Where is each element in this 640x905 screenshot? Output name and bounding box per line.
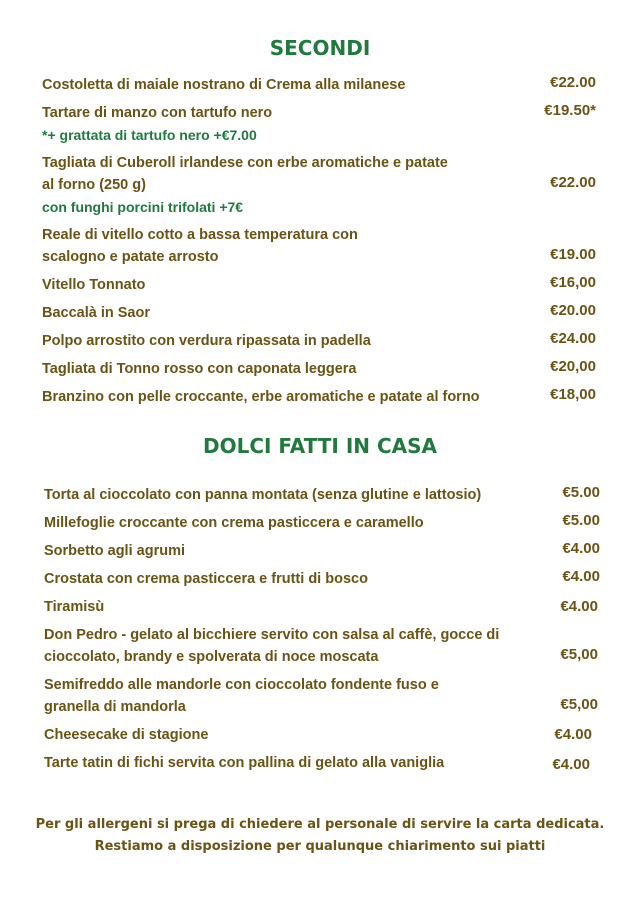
item-name-cont: granella di mandorla <box>44 699 186 715</box>
item-name: Tarte tatin di fichi servita con pallina di gelato alla vaniglia <box>44 755 445 771</box>
menu-item <box>42 102 272 146</box>
item-name: Reale di vitello cotto a bassa temperatura con <box>42 227 358 243</box>
item-name-cont: scalogno e patate arrosto <box>42 249 219 265</box>
item-price: €5.00 <box>562 484 600 501</box>
item-price: €4.00 <box>562 568 600 585</box>
item-price: €19.50* <box>544 102 596 119</box>
menu-item <box>44 674 439 718</box>
menu-item <box>42 330 371 352</box>
item-price: €4.00 <box>562 540 600 557</box>
footer-line-2: Restiamo a disposizione per qualunque chiarimento sui piatti <box>94 839 546 854</box>
item-name: Semifreddo alle mandorle con cioccolato fondente fuso e <box>44 677 439 693</box>
item-name: Costoletta di maiale nostrano di Crema alla milanese <box>42 77 406 93</box>
item-name-cont: al forno (250 g) <box>42 177 146 193</box>
item-price: €20,00 <box>550 358 596 375</box>
item-name: Torta al cioccolato con panna montata (senza glutine e lattosio) <box>44 487 482 503</box>
item-price: €18,00 <box>550 386 596 403</box>
menu-item <box>42 302 150 324</box>
item-name-cont: cioccolato, brandy e spolverata di noce moscata <box>44 649 379 665</box>
item-name: Baccalà in Saor <box>42 305 150 321</box>
menu-item <box>42 386 480 408</box>
menu-item <box>44 568 368 590</box>
item-price: €4.00 <box>552 756 590 773</box>
item-price: €4.00 <box>560 598 598 615</box>
menu-item <box>42 74 405 96</box>
allergen-notice <box>0 814 640 858</box>
item-note: con funghi porcini trifolati +7€ <box>42 199 244 215</box>
item-price: €4.00 <box>554 726 592 743</box>
item-name: Don Pedro - gelato al bicchiere servito con salsa al caffè, gocce di <box>44 627 500 643</box>
item-name: Tagliata di Cuberoll irlandese con erbe aromatiche e patate <box>42 155 448 171</box>
item-name: Tiramisù <box>44 599 105 615</box>
item-price: €19.00 <box>550 246 596 263</box>
item-price: €5,00 <box>560 646 598 663</box>
item-note: *+ grattata di tartufo nero +€7.00 <box>42 127 257 143</box>
item-name: Cheesecake di stagione <box>44 727 209 743</box>
item-name: Vitello Tonnato <box>42 277 146 293</box>
dolci-title: DOLCI FATTI IN CASA <box>202 434 438 458</box>
item-price: €22.00 <box>550 174 596 191</box>
item-price: €20.00 <box>550 302 596 319</box>
menu-item <box>42 274 145 296</box>
footer-line-1: Per gli allergeni si prega di chiedere al personale di servire la carta dedicata. <box>35 817 605 832</box>
item-name: Millefoglie croccante con crema pasticcera e caramello <box>44 515 424 531</box>
item-name: Sorbetto agli agrumi <box>44 543 185 559</box>
item-name: Branzino con pelle croccante, erbe aromatiche e patate al forno <box>42 389 480 405</box>
menu-item <box>44 512 424 534</box>
menu-item <box>42 358 356 380</box>
item-name: Crostata con crema pasticcera e frutti di bosco <box>44 571 368 587</box>
item-name: Tartare di manzo con tartufo nero <box>42 105 273 121</box>
item-price: €5,00 <box>560 696 598 713</box>
menu-item <box>42 224 358 268</box>
menu-item <box>44 724 208 746</box>
menu-item <box>44 484 481 506</box>
item-price: €24.00 <box>550 330 596 347</box>
item-price: €5.00 <box>562 512 600 529</box>
item-price: €16,00 <box>550 274 596 291</box>
menu-item <box>42 152 448 218</box>
menu-item <box>44 624 499 668</box>
secondi-title: SECONDI <box>269 36 371 60</box>
menu-item <box>44 540 185 562</box>
item-name: Tagliata di Tonno rosso con caponata leggera <box>42 361 357 377</box>
item-price: €22.00 <box>550 74 596 91</box>
item-name: Polpo arrostito con verdura ripassata in padella <box>42 333 371 349</box>
menu-item <box>44 596 104 618</box>
menu-item <box>44 752 444 774</box>
